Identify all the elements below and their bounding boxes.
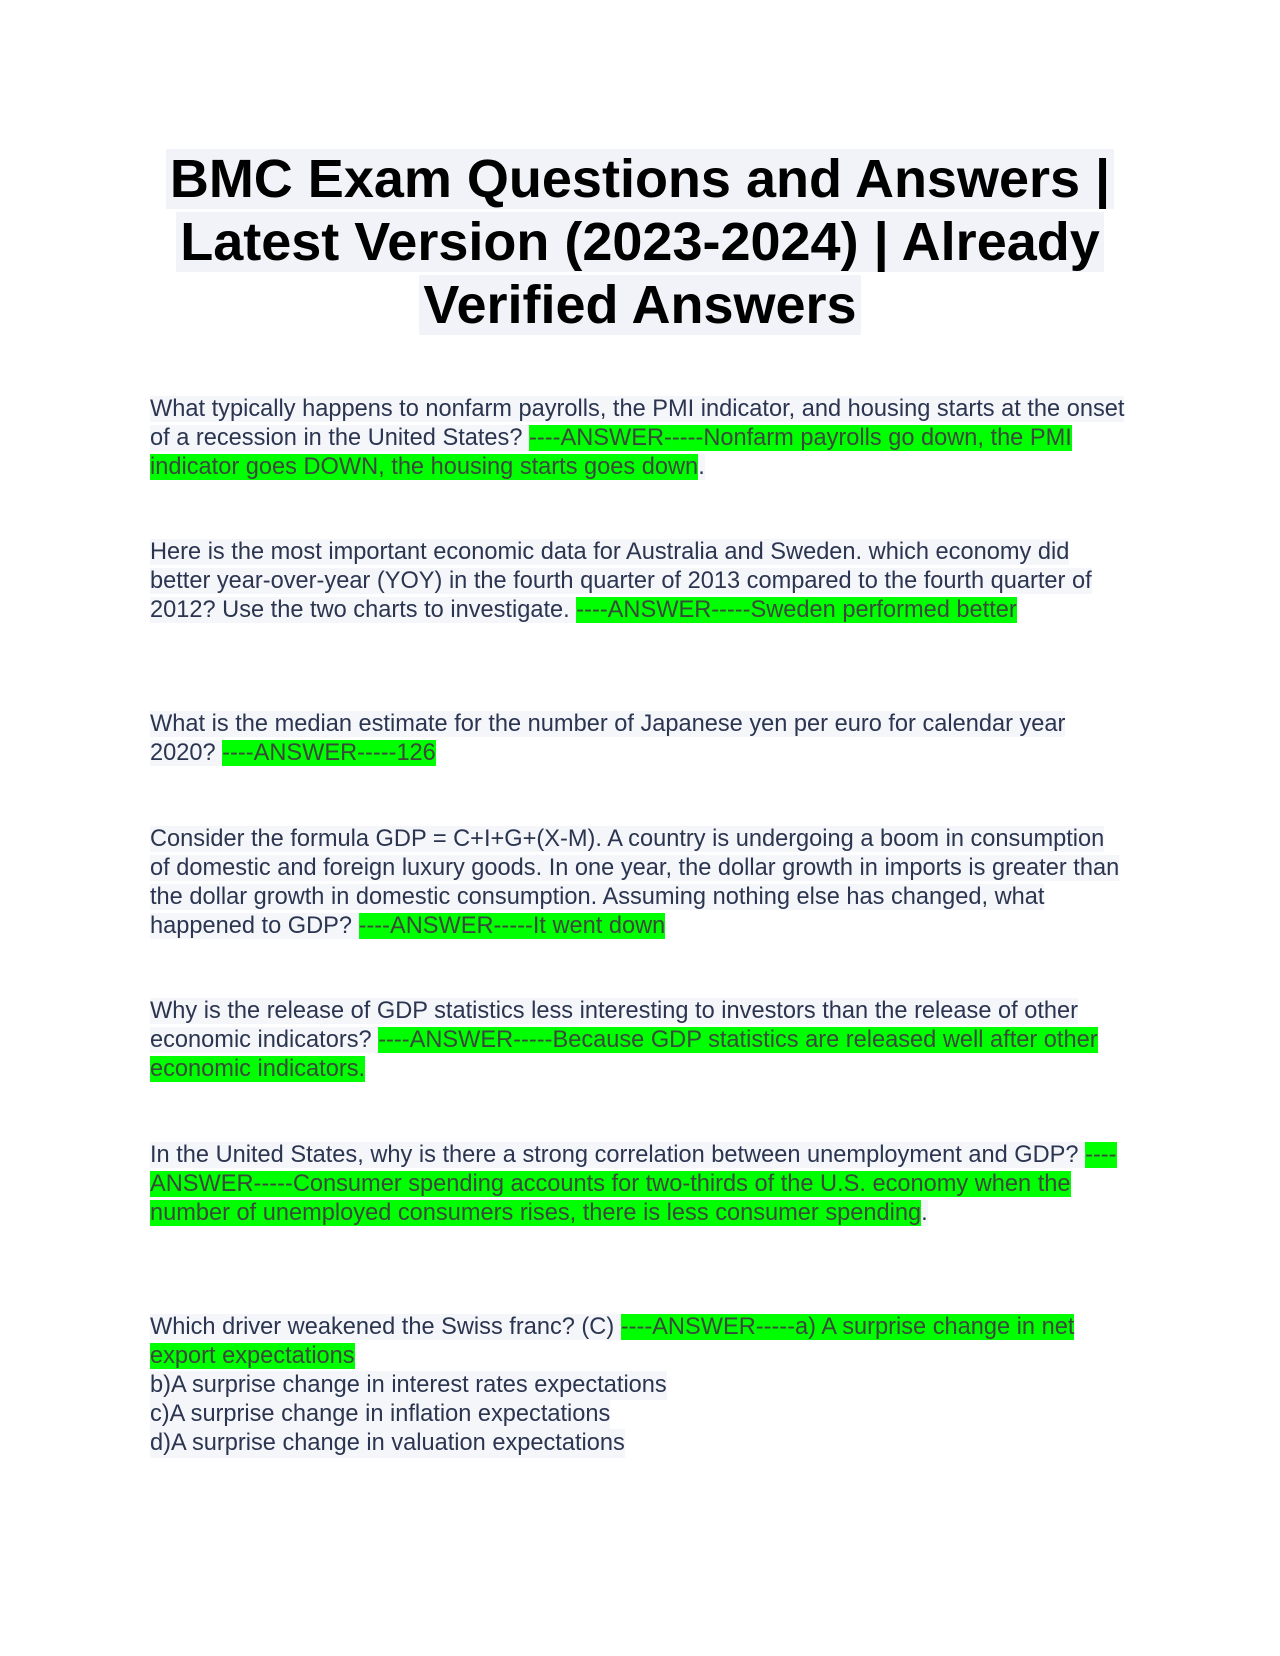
- title-line: Verified Answers: [419, 275, 860, 335]
- title-line: Latest Version (2023-2024) | Already: [176, 212, 1104, 272]
- question-text: What typically happens to nonfarm payrolls, the PMI indicator, and housing starts at the onset of a recession in the United States?: [150, 396, 1125, 451]
- question-text: Here is the most important economic data for Australia and Sweden. which economy did better year-over-year (YOY) in the fourth quarter of 2013 compared to the fourth quarter of 2012? Use the two charts to investigate.: [150, 539, 1092, 623]
- trailing-text: .: [698, 454, 705, 480]
- document-title: [150, 148, 1130, 337]
- answer-highlight: ----ANSWER-----Because GDP statistics are released well after other economic indicators.: [150, 1027, 1098, 1082]
- qa-item: [150, 1141, 1130, 1228]
- qa-item: [150, 395, 1130, 482]
- question-text: Consider the formula GDP = C+I+G+(X-M). A country is undergoing a boom in consumption of domestic and foreign luxury goods. In one year, the dollar growth in imports is greater than the dollar growth in domestic consumption. Assuming nothing else has changed, what happened to GDP?: [150, 826, 1120, 939]
- answer-highlight: ----ANSWER-----a) A surprise change in net export expectations: [150, 1314, 1075, 1369]
- answer-highlight: ----ANSWER-----Consumer spending accounts for two-thirds of the U.S. economy when the number of unemployed consumers rises, there is less consumer spending: [150, 1142, 1117, 1226]
- answer-option: c)A surprise change in inflation expectations: [150, 1401, 611, 1427]
- qa-item: [150, 538, 1130, 625]
- answer-highlight: ----ANSWER-----126: [222, 740, 436, 766]
- question-text: In the United States, why is there a strong correlation between unemployment and GDP?: [150, 1142, 1086, 1168]
- qa-item: [150, 1313, 1130, 1458]
- question-text: What is the median estimate for the number of Japanese yen per euro for calendar year 2020?: [150, 711, 1066, 766]
- answer-option: d)A surprise change in valuation expectations: [150, 1430, 625, 1456]
- qa-item: [150, 997, 1130, 1084]
- answer-highlight: ----ANSWER-----Nonfarm payrolls go down, the PMI indicator goes DOWN, the housing starts goes down: [150, 425, 1072, 480]
- qa-item: [150, 710, 1130, 768]
- title-line: BMC Exam Questions and Answers |: [166, 149, 1114, 209]
- answer-highlight: ----ANSWER-----Sweden performed better: [576, 597, 1017, 623]
- answer-option: b)A surprise change in interest rates expectations: [150, 1372, 667, 1398]
- answer-highlight: ----ANSWER-----It went down: [358, 913, 666, 939]
- qa-item: [150, 825, 1130, 941]
- question-text: Why is the release of GDP statistics less interesting to investors than the release of other economic indicators?: [150, 998, 1079, 1053]
- trailing-text: .: [921, 1200, 928, 1226]
- question-text: Which driver weakened the Swiss franc? (C): [150, 1314, 621, 1340]
